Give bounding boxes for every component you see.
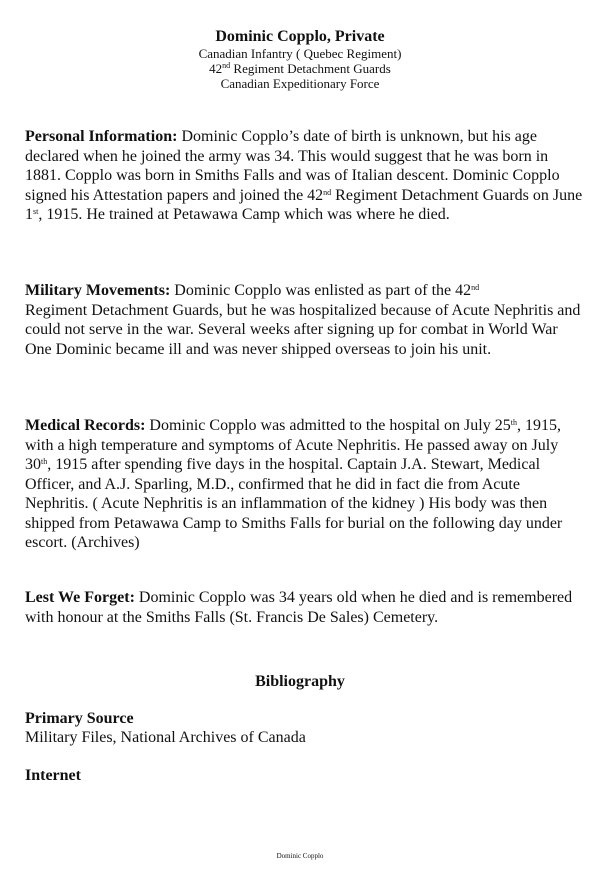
section-text: Dominic Copplo was enlisted as part of the 42 bbox=[170, 282, 472, 299]
section-text: Regiment Detachment Guards on June 1 bbox=[25, 186, 583, 223]
regiment-line bbox=[0, 61, 600, 76]
section-text: , 1915 after spending five days in the hospital. Captain J.A. Stewart, Medical Officer, and A.J. Sparling, M.D., confirmed that he did in fact die from Acute Nephritis. ( Acute Nephritis is an inflammation of the kidney ) His body was then shipped from Petawawa Camp to Smiths Falls for burial on the following day under escort. (Archives) bbox=[25, 456, 563, 551]
section-label: Lest We Forget: bbox=[25, 589, 135, 606]
bibliography-primary-source bbox=[25, 709, 585, 747]
unit-line: Canadian Infantry ( Quebec Regiment) bbox=[198, 46, 402, 61]
section-label: Military Movements: bbox=[25, 282, 171, 299]
regiment-name: Regiment Detachment Guards bbox=[230, 61, 391, 76]
page-footer: Dominic Copplo bbox=[276, 852, 324, 860]
bibliography-heading: Internet bbox=[25, 767, 81, 784]
ordinal-suffix: th bbox=[41, 457, 48, 466]
section-label: Medical Records: bbox=[25, 417, 146, 434]
section-lest-we-forget bbox=[25, 588, 585, 627]
section-text: Dominic Copplo was admitted to the hospital on July 25 bbox=[145, 417, 511, 434]
bibliography-heading: Primary Source bbox=[25, 710, 134, 727]
section-medical-records bbox=[25, 416, 585, 553]
document-header bbox=[0, 27, 600, 91]
section-personal-information bbox=[25, 127, 585, 225]
bibliography-title: Bibliography bbox=[255, 673, 345, 690]
section-text: , 1915, with a high temperature and symptoms of Acute Nephritis. He passed away on July 30 bbox=[25, 417, 561, 473]
ordinal-suffix: st bbox=[33, 207, 39, 216]
section-military-movements bbox=[25, 281, 585, 359]
ordinal-suffix: nd bbox=[471, 283, 480, 292]
page-title: Dominic Copplo, Private bbox=[215, 28, 385, 45]
ordinal-suffix: nd bbox=[323, 187, 332, 197]
bibliography-item: Military Files, National Archives of Canada bbox=[25, 729, 306, 746]
ordinal-suffix: nd bbox=[222, 61, 231, 70]
bibliography-internet bbox=[25, 766, 585, 785]
section-text: Dominic Copplo was 34 years old when he died and is remembered with honour at the Smiths Falls (St. Francis De Sales) Cemetery. bbox=[25, 589, 573, 626]
section-label: Personal Information: bbox=[25, 128, 178, 145]
section-text: Regiment Detachment Guards, but he was hospitalized because of Acute Nephritis and could not serve in the war. Several weeks after signing up for combat in World War One Dominic became ill and was never shipped overseas to join his unit. bbox=[25, 301, 581, 358]
ordinal-suffix: th bbox=[510, 418, 517, 427]
force-line: Canadian Expeditionary Force bbox=[220, 76, 380, 91]
section-text: Dominic Copplo’s date of birth is unknown, but his age declared when he joined the army was 34. This would suggest that he was born in 1881. Copplo was born in Smiths Falls and was of Italian descent. Dominic Copplo signed his Attestation papers and joined the 42 bbox=[25, 128, 560, 204]
regiment-number: 42 bbox=[209, 61, 223, 76]
section-text: , 1915. He trained at Petawawa Camp which was where he died. bbox=[38, 206, 450, 223]
